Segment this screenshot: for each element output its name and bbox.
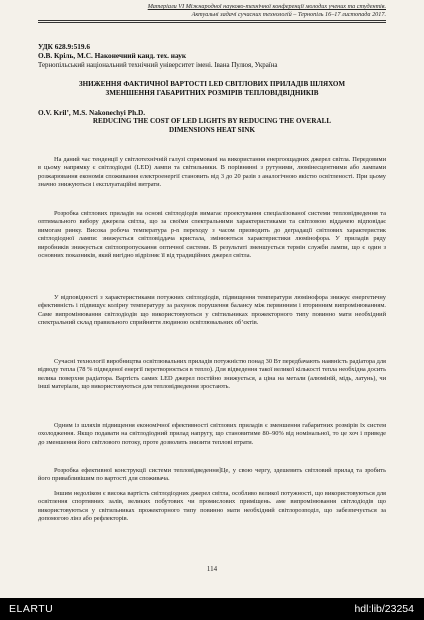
title-ua-line2: ЗМЕНШЕННЯ ГАБАРИТНИХ РОЗМІРІВ ТЕПЛОВІДВІДНИКІВ <box>105 89 319 97</box>
body-paragraph: Розробка ефективної конструкції системи тепловідведення]Це, у свою чергу, здешевить світловий прилад та зробить його привабливішим по вартості для споживача. <box>38 467 386 483</box>
title-en-line1: REDUCING THE COST OF LED LIGHTS BY REDUCING THE OVERALL <box>92 117 332 125</box>
title-ua-line1: ЗНИЖЕННЯ ФАКТИЧНОЇ ВАРТОСТІ LED СВІТЛОВИХ ПРИЛАДІВ ШЛЯХОМ <box>78 80 346 88</box>
udc-code: УДК 628.9:519.6 <box>38 42 91 51</box>
header-rule <box>38 22 386 23</box>
affiliation: Тернопільський національний технічний університет імені. Івана Пулюя, Україна <box>38 62 278 69</box>
body-paragraph: Іншим недоліком є висока вартість світлодіодних джерел світла, особливо великої потужності, що використовуються для освітлення спортивних залів, великих побутових чи промислових приміщень. аме випромінювання світлодіодів що використовуються у світильниках прожекторного типу повинно мати необхідний світлорозподіл, що забезпечується за допомогою лінз або рефлекторів. <box>38 490 386 523</box>
header-rule <box>38 20 386 21</box>
body-paragraph: Розробка світлових приладів на основі світлодіодів вимагає проектування спеціалізованої системи тепловідведення та оптимального вибору джерела світла, що за своїми спектральними характеристиками та світловою віддачею відповідає вимогам ринку. Висока робоча температура p-n переходу з часом призводить до деградації світлових характеристик світлодіодної лампи: знижується світловіддача кристала, змінюються характеристики люмінофора. У приладів ряду виробників знижується світлопропускання оптичної системи. В результаті зменшується термін служби лампи, що є один з основних показників, який вигідно відрізняє її від традиційних джерел світла. <box>38 210 386 260</box>
body-paragraph: У відповідності з характеристиками потужних світлодіодів, підвищення температури люмінофора знижує енергетичну ефективність і підвищує колірну температуру за рахунок порушення балансу між первинним і вторинним випромінюванням. Саме випромінювання світлодіодів що використовуються у світильниках прожекторного типу повинно мати необхідний спектральний склад правильного сприйняття людиною освітлювальних об’єктів. <box>38 294 386 327</box>
handle-link[interactable]: hdl:lib/23254 <box>354 603 414 615</box>
body-paragraph: Сучасні технології виробництва освітлювальних приладів потужністю понад 30 Вт передбачають наявність радіатора для відводу тепла (78 % підведеної енергії перетворюється в тепло). Для відведення такої великої кількості тепла необхідна досить велика поверхня радіатора. Вартість самих LED джерел постійно знижується, а ціна на метали (алюміній, мідь, латунь), чи інші матеріали, що використовуються для тепловідведення зростають. <box>38 358 386 391</box>
conference-header-line1: Матеріали VI Міжнародної науково-технічної конференції молодих учених та студентів. <box>147 3 386 10</box>
title-en-line2: DIMENSIONS HEAT SINK <box>168 126 256 134</box>
authors-ua: О.В. Кріль, М.С. Наконечний канд. тех. наук <box>38 51 187 60</box>
body-paragraph: Одним із шляхів підвищення економічної ефективності світлових приладів є зменшення габаритних розмірів їх систем охолодження. Якщо подавати на світлодіодний прилад напругу, що становитиме 80–90% від номінальної, то це хоч і приведе до зменшення його світлового потоку, проте дозволить знизити теплові втрати. <box>38 422 386 446</box>
authors-en: O.V. Kril’, M.S. Nakonechyi Ph.D. <box>38 108 146 117</box>
repository-name: ELARTU <box>9 603 54 615</box>
page-number: 114 <box>206 565 218 573</box>
conference-header-line2: Актуальні задачі сучасних технологій – Тернопіль 16–17 листопада 2017. <box>191 11 386 18</box>
body-paragraph: На даний час тенденції у світлотехнічній галузі спрямовані на використання енергоощадних джерел світла. Передовими в цьому напрямку є світлодіодні (LED) лампи та світильники. В порівнянні з рутуними, люмінесцентними або лампами розжарювання економія споживання електроенергії становить від 3 до 20 разів з аналогічною якістю освітленості. При цьому значно знижуються і експлуатаційні витрати. <box>38 156 386 189</box>
repository-footer-bar <box>0 598 424 620</box>
